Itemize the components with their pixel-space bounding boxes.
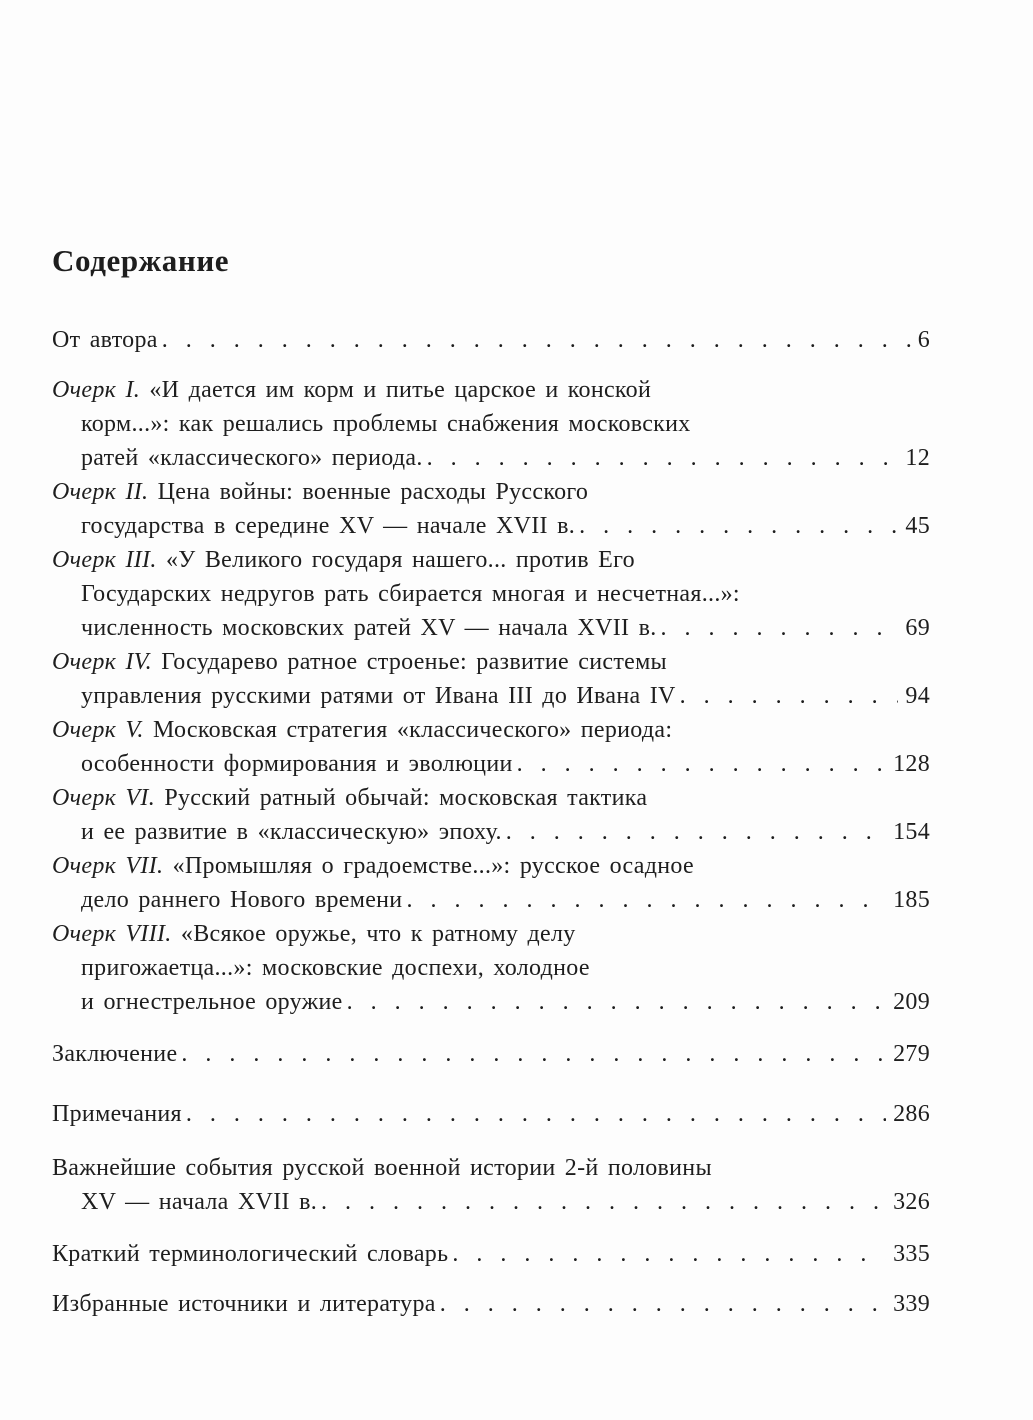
toc-entry-text: Очерк IV. Государево ратное строенье: развитие системы	[52, 649, 667, 675]
toc-line	[52, 323, 930, 357]
dot-leader	[579, 509, 898, 543]
toc-line	[52, 407, 930, 441]
toc-entry-text: Очерк I. «И дается им корм и питье царское и конской	[52, 377, 652, 403]
dot-leader	[661, 611, 899, 645]
page-number: 6	[917, 327, 930, 353]
toc-line	[52, 577, 930, 611]
toc-entry-text: XV — начала XVII в.	[81, 1189, 318, 1215]
essay-label: Очерк I.	[52, 377, 150, 403]
toc-line	[52, 645, 930, 679]
page-number: 335	[893, 1241, 930, 1267]
toc-entry-text: численность московских ратей XV — начала XVII в.	[81, 615, 657, 641]
toc-entry-back-matter	[52, 1151, 930, 1219]
toc-entry-text: ратей «классического» периода.	[81, 445, 423, 471]
page-number: 209	[893, 989, 930, 1015]
dot-leader	[506, 815, 886, 849]
toc-line	[52, 509, 930, 543]
dot-leader	[680, 679, 899, 713]
toc-entry-text: корм...»: как решались проблемы снабжения московских	[81, 411, 691, 437]
toc-line	[52, 985, 930, 1019]
toc-entry-text: Важнейшие события русской военной истории 2-й половины	[52, 1155, 712, 1181]
toc-entry-text: От автора	[52, 327, 158, 353]
toc-line	[52, 883, 930, 917]
essay-label: Очерк VI.	[52, 785, 165, 811]
dot-leader	[186, 1097, 886, 1131]
toc-entry-text: государства в середине XV — начале XVII в.	[81, 513, 576, 539]
toc-line	[52, 815, 930, 849]
toc-line	[52, 1151, 930, 1185]
page-number: 154	[893, 819, 930, 845]
page-number: 339	[893, 1291, 930, 1317]
toc-entry-essay	[52, 781, 930, 849]
toc-line	[52, 1037, 930, 1071]
essay-label: Очерк V.	[52, 717, 153, 743]
essay-label: Очерк II.	[52, 479, 158, 505]
toc-front-matter	[52, 323, 930, 357]
toc-entry-text: Государских недругов рать сбирается многая и несчетная...»:	[81, 581, 740, 607]
dot-leader	[440, 1287, 886, 1321]
toc-entry-text: дело раннего Нового времени	[81, 887, 403, 913]
toc-entry-essay	[52, 543, 930, 645]
toc-entry-text: пригожаетца...»: московские доспехи, холодное	[81, 955, 590, 981]
page-title: Содержание	[52, 243, 230, 278]
toc-line	[52, 1185, 930, 1219]
toc-line	[52, 543, 930, 577]
toc-line	[52, 849, 930, 883]
toc-entry-text: управления русскими ратями от Ивана III до Ивана IV	[81, 683, 676, 709]
toc-line	[52, 679, 930, 713]
dot-leader	[162, 323, 911, 357]
page-number: 128	[893, 751, 930, 777]
page-number: 286	[893, 1101, 930, 1127]
dot-leader	[321, 1185, 886, 1219]
toc-entry-essay	[52, 849, 930, 917]
essay-label: Очерк VII.	[52, 853, 173, 879]
page-number: 45	[905, 513, 930, 539]
dot-leader	[406, 883, 886, 917]
toc-line	[52, 1287, 930, 1321]
toc-line	[52, 1237, 930, 1271]
toc-entry-text: Избранные источники и литература	[52, 1291, 436, 1317]
dot-leader	[452, 1237, 886, 1271]
toc-line	[52, 713, 930, 747]
toc-entry-back-matter	[52, 1237, 930, 1271]
dot-leader	[347, 985, 886, 1019]
toc-line	[52, 1097, 930, 1131]
essay-label: Очерк VIII.	[52, 921, 181, 947]
toc-entry-text: Очерк V. Московская стратегия «классического» периода:	[52, 717, 673, 743]
toc-essays	[52, 373, 930, 1019]
page-number: 12	[905, 445, 930, 471]
toc-entry-back-matter	[52, 1037, 930, 1071]
dot-leader	[517, 747, 886, 781]
toc-entry-text: Очерк VII. «Промышляя о градоемстве...»: русское осадное	[52, 853, 694, 879]
toc-entry-text: Краткий терминологический словарь	[52, 1241, 449, 1267]
essay-label: Очерк III.	[52, 547, 166, 573]
toc-entry-text: Очерк II. Цена войны: военные расходы Русского	[52, 479, 589, 505]
dot-leader	[181, 1037, 886, 1071]
page-number: 69	[905, 615, 930, 641]
toc-entry-essay	[52, 917, 930, 1019]
toc-entry-text: Примечания	[52, 1101, 182, 1127]
toc-entry-text: Заключение	[52, 1041, 178, 1067]
toc-line	[52, 747, 930, 781]
toc-entry-back-matter	[52, 1097, 930, 1131]
toc-entry-author-note	[52, 323, 930, 357]
essay-label: Очерк IV.	[52, 649, 162, 675]
toc-entry-essay	[52, 645, 930, 713]
toc-line	[52, 441, 930, 475]
toc-line	[52, 373, 930, 407]
page-number: 279	[893, 1041, 930, 1067]
page-number: 185	[893, 887, 930, 913]
page-number: 94	[905, 683, 930, 709]
table-of-contents	[52, 323, 930, 1321]
toc-line	[52, 781, 930, 815]
toc-entry-text: Очерк VI. Русский ратный обычай: московская тактика	[52, 785, 648, 811]
toc-line	[52, 951, 930, 985]
toc-line	[52, 611, 930, 645]
toc-back-matter	[52, 1037, 930, 1321]
toc-line	[52, 917, 930, 951]
page-number: 326	[893, 1189, 930, 1215]
dot-leader	[427, 441, 899, 475]
toc-entry-essay	[52, 373, 930, 475]
toc-entry-back-matter	[52, 1287, 930, 1321]
toc-entry-text: и огнестрельное оружие	[81, 989, 343, 1015]
toc-entry-text: особенности формирования и эволюции	[81, 751, 513, 777]
toc-entry-text: Очерк III. «У Великого государя нашего... против Его	[52, 547, 635, 573]
toc-line	[52, 475, 930, 509]
toc-entry-text: и ее развитие в «классическую» эпоху.	[81, 819, 502, 845]
toc-entry-essay	[52, 475, 930, 543]
toc-entry-essay	[52, 713, 930, 781]
toc-entry-text: Очерк VIII. «Всякое оружье, что к ратному делу	[52, 921, 576, 947]
